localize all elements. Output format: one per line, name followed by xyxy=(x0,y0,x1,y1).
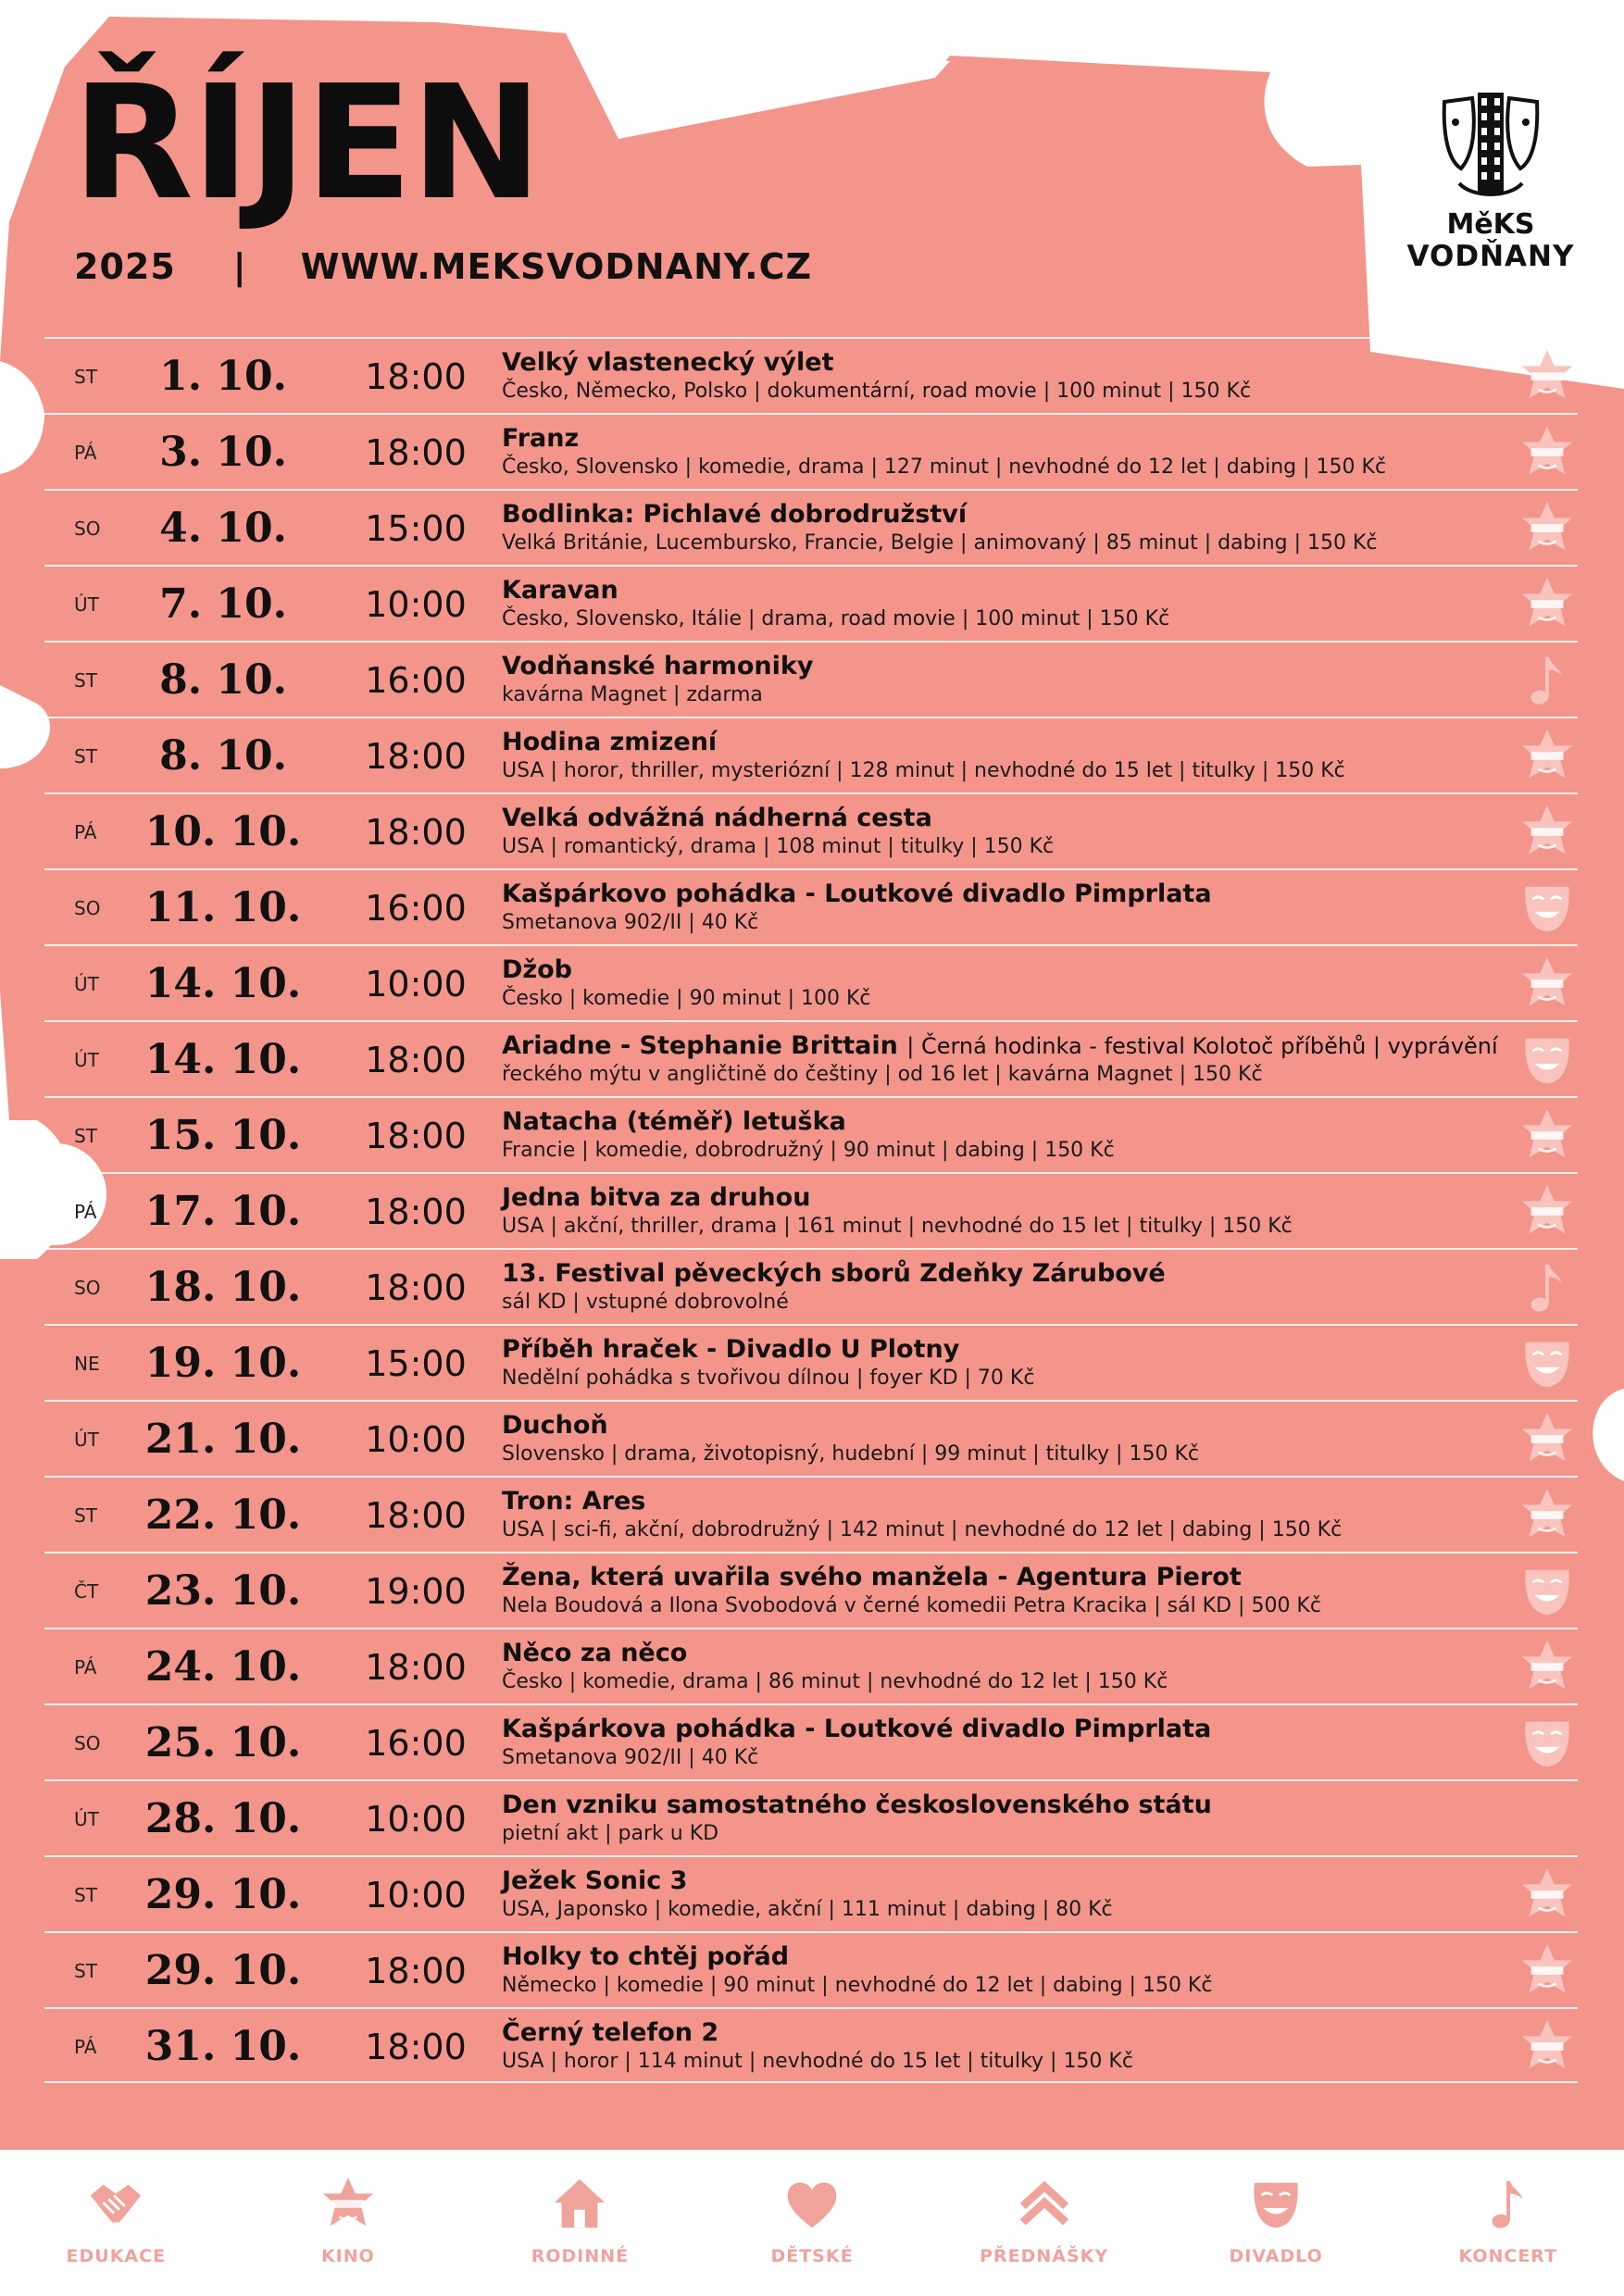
event-detail: sál KD | vstupné dobrovolné xyxy=(502,1291,789,1314)
event-detail: Česko, Slovensko | komedie, drama | 127 minut | nevhodné do 12 let | dabing | 150 Kč xyxy=(502,455,1387,479)
legend-label: EDUKACE xyxy=(66,2246,167,2266)
legend-label: RODINNÉ xyxy=(531,2246,630,2266)
subtitle-line xyxy=(74,246,812,287)
event-row xyxy=(44,1931,1578,2007)
event-title[interactable] xyxy=(502,955,1520,985)
event-date: 10. 10. xyxy=(144,808,302,855)
event-day: ST xyxy=(74,745,97,767)
event-info xyxy=(502,652,1520,709)
event-day: ÚT xyxy=(74,593,99,616)
event-time: 18:00 xyxy=(365,812,467,853)
event-date: 23. 10. xyxy=(144,1567,302,1615)
event-title-text: Vodňanské harmoniky xyxy=(502,652,814,680)
event-row xyxy=(44,792,1578,868)
event-date: 19. 10. xyxy=(144,1340,302,1387)
kino-icon xyxy=(232,2176,465,2233)
page-title: ŘÍJEN xyxy=(72,52,541,235)
event-title[interactable] xyxy=(502,1639,1520,1668)
event-info xyxy=(502,500,1520,557)
event-date: 31. 10. xyxy=(144,2023,302,2070)
event-title[interactable] xyxy=(502,880,1520,909)
legend-label: PŘEDNÁŠKY xyxy=(980,2246,1109,2266)
event-info xyxy=(502,1183,1520,1241)
music-note-icon xyxy=(1518,652,1578,709)
event-day: SO xyxy=(74,897,101,919)
event-time: 15:00 xyxy=(365,508,467,549)
divider: | xyxy=(232,246,247,287)
event-info xyxy=(502,576,1520,633)
event-day: ST xyxy=(74,669,97,692)
event-time: 18:00 xyxy=(365,356,467,397)
event-info xyxy=(502,1259,1520,1316)
legend-label: KONCERT xyxy=(1458,2246,1558,2266)
event-time: 19:00 xyxy=(365,1571,467,1612)
event-date: 11. 10. xyxy=(144,884,302,931)
event-detail: Česko, Slovensko, Itálie | drama, road movie | 100 minut | 150 Kč xyxy=(502,607,1170,630)
event-date: 8. 10. xyxy=(159,656,287,704)
event-detail: USA | horor, thriller, mysteriózní | 128 minut | nevhodné do 15 let | titulky | 150 Kč xyxy=(502,759,1345,782)
event-date: 17. 10. xyxy=(144,1188,302,1235)
event-title[interactable] xyxy=(502,500,1520,530)
event-info xyxy=(502,1791,1520,1848)
music-note-icon xyxy=(1392,2176,1624,2233)
event-info xyxy=(502,880,1520,937)
event-time: 15:00 xyxy=(365,1343,467,1384)
event-row xyxy=(44,489,1578,565)
event-title-text: Něco za něco xyxy=(502,1639,688,1667)
event-title-text: Ježek Sonic 3 xyxy=(502,1866,688,1895)
event-title[interactable] xyxy=(502,1183,1520,1213)
event-date: 7. 10. xyxy=(159,580,287,628)
event-title[interactable] xyxy=(502,1563,1520,1592)
event-info xyxy=(502,1487,1520,1544)
event-info xyxy=(502,1563,1520,1620)
event-row xyxy=(44,1248,1578,1324)
event-date: 29. 10. xyxy=(144,1871,302,1918)
event-day: ST xyxy=(74,366,97,388)
theatre-masks-logo-icon xyxy=(1435,89,1546,200)
event-day: ČT xyxy=(74,1580,99,1603)
kino-icon xyxy=(1518,576,1578,633)
event-day: SO xyxy=(74,1277,101,1299)
event-row xyxy=(44,1628,1578,1703)
event-title[interactable] xyxy=(502,1942,1520,1972)
event-title[interactable] xyxy=(502,348,1520,378)
event-row xyxy=(44,1172,1578,1248)
event-time: 16:00 xyxy=(365,660,467,701)
event-date: 8. 10. xyxy=(159,732,287,780)
event-time: 18:00 xyxy=(365,1951,467,1991)
event-title-text: Kašpárkova pohádka - Loutkové divadlo Pimprlata xyxy=(502,1715,1212,1743)
event-title-text: Velká odvážná nádherná cesta xyxy=(502,804,932,832)
event-time: 18:00 xyxy=(365,1040,467,1080)
event-time: 10:00 xyxy=(365,1799,467,1840)
theatre-mask-icon xyxy=(1518,1715,1578,1772)
event-detail: Smetanova 902/II | 40 Kč xyxy=(502,911,759,934)
event-title[interactable] xyxy=(502,1259,1520,1289)
event-info xyxy=(502,804,1520,861)
event-time: 16:00 xyxy=(365,1723,467,1764)
event-detail: USA | sci-fi, akční, dobrodružný | 142 minut | nevhodné do 12 let | dabing | 150 Kč xyxy=(502,1518,1343,1541)
event-info xyxy=(502,1715,1520,1772)
event-detail: Česko, Německo, Polsko | dokumentární, road movie | 100 minut | 150 Kč xyxy=(502,380,1252,403)
event-date: 22. 10. xyxy=(144,1491,302,1539)
event-title[interactable] xyxy=(502,576,1520,605)
event-date: 21. 10. xyxy=(144,1416,302,1463)
event-detail: řeckého mýtu v angličtině do češtiny | od 16 let | kavárna Magnet | 150 Kč xyxy=(502,1063,1263,1086)
event-day: ST xyxy=(74,1504,97,1527)
event-row xyxy=(44,1703,1578,1779)
event-date: 3. 10. xyxy=(159,429,287,476)
event-title[interactable] xyxy=(502,804,1520,833)
event-info xyxy=(502,348,1520,406)
event-date: 14. 10. xyxy=(144,1036,302,1083)
event-date: 29. 10. xyxy=(144,1947,302,1994)
event-title[interactable] xyxy=(502,728,1520,757)
event-day: ÚT xyxy=(74,1808,99,1830)
event-info xyxy=(502,1335,1520,1392)
event-title-text: Žena, která uvařila svého manžela - Agentura Pierot xyxy=(502,1563,1242,1591)
event-date: 1. 10. xyxy=(159,353,287,400)
event-row xyxy=(44,944,1578,1020)
event-row xyxy=(44,641,1578,717)
year: 2025 xyxy=(74,246,176,287)
kino-icon xyxy=(1518,804,1578,861)
event-time: 18:00 xyxy=(365,2027,467,2067)
event-time: 18:00 xyxy=(365,1192,467,1232)
event-title-text: Natacha (téměř) letuška xyxy=(502,1107,846,1136)
event-title-text: Hodina zmizení xyxy=(502,728,718,756)
event-row xyxy=(44,565,1578,641)
event-detail: Nela Boudová a Ilona Svobodová v černé komedii Petra Kracika | sál KD | 500 Kč xyxy=(502,1594,1321,1617)
event-day: PÁ xyxy=(74,1201,97,1223)
kino-icon xyxy=(1518,500,1578,557)
event-time: 10:00 xyxy=(365,1419,467,1460)
theatre-mask-icon xyxy=(1518,880,1578,937)
event-title-text: Karavan xyxy=(502,576,618,605)
event-title-text: Jedna bitva za druhou xyxy=(502,1183,811,1212)
kino-icon xyxy=(1518,1866,1578,1924)
event-title-text: Džob xyxy=(502,955,573,984)
theatre-mask-icon xyxy=(1518,1563,1578,1620)
event-info xyxy=(502,1031,1520,1089)
kino-icon xyxy=(1518,1487,1578,1544)
kino-icon xyxy=(1518,2018,1578,2076)
kino-icon xyxy=(1518,1183,1578,1241)
kino-icon xyxy=(1518,1639,1578,1696)
logo-name: MěKS xyxy=(1446,208,1535,241)
event-title-text: Velký vlastenecký výlet xyxy=(502,348,834,377)
double-chevron-up-icon xyxy=(928,2176,1160,2233)
event-date: 24. 10. xyxy=(144,1643,302,1691)
kino-icon xyxy=(1518,1411,1578,1468)
event-title-text: Franz xyxy=(502,424,580,453)
event-title-text: Den vzniku samostatného československého státu xyxy=(502,1791,1212,1819)
event-row xyxy=(44,868,1578,944)
meks-logo xyxy=(1389,89,1593,272)
legend-label: KINO xyxy=(320,2246,375,2266)
theatre-mask-icon xyxy=(1518,1335,1578,1392)
event-row xyxy=(44,413,1578,489)
music-note-icon xyxy=(1518,1259,1578,1316)
event-day: ÚT xyxy=(74,973,99,995)
event-title-text: Bodlinka: Pichlavé dobrodružství xyxy=(502,500,968,529)
event-info xyxy=(502,1942,1520,2000)
kino-icon xyxy=(1518,424,1578,481)
event-day: ST xyxy=(74,1884,97,1906)
event-time: 10:00 xyxy=(365,1875,467,1915)
heart-icon xyxy=(696,2176,929,2233)
event-row xyxy=(44,2007,1578,2083)
event-title-text: Černý telefon 2 xyxy=(502,2018,719,2047)
event-info xyxy=(502,1107,1520,1165)
event-row xyxy=(44,717,1578,792)
legend-item[interactable] xyxy=(464,2146,696,2296)
event-day: ÚT xyxy=(74,1049,99,1071)
event-date: 4. 10. xyxy=(159,505,287,552)
legend-label: DIVADLO xyxy=(1229,2246,1323,2266)
event-day: SO xyxy=(74,518,101,540)
event-row xyxy=(44,1476,1578,1552)
kino-icon xyxy=(1518,955,1578,1013)
event-title-text: Tron: Ares xyxy=(502,1487,646,1516)
kino-icon xyxy=(1518,348,1578,406)
event-day: PÁ xyxy=(74,442,97,464)
event-day: NE xyxy=(74,1353,100,1375)
event-title[interactable] xyxy=(502,424,1520,454)
event-info xyxy=(502,1411,1520,1468)
logo-city: VODŇANY xyxy=(1406,240,1575,273)
legend-label: DĚTSKÉ xyxy=(770,2246,854,2266)
kino-icon xyxy=(1518,728,1578,785)
legend-item[interactable] xyxy=(696,2146,929,2296)
event-info xyxy=(502,424,1520,481)
event-time: 16:00 xyxy=(365,888,467,929)
event-detail: USA | horor | 114 minut | nevhodné do 15 let | titulky | 150 Kč xyxy=(502,2050,1133,2073)
event-title[interactable] xyxy=(502,2018,1520,2048)
event-time: 18:00 xyxy=(365,736,467,777)
event-row xyxy=(44,1855,1578,1931)
event-date: 14. 10. xyxy=(144,960,302,1007)
event-title-text: Holky to chtěj pořád xyxy=(502,1942,790,1971)
event-row xyxy=(44,337,1578,413)
event-detail: kavárna Magnet | zdarma xyxy=(502,683,763,706)
event-row xyxy=(44,1552,1578,1628)
event-list xyxy=(44,337,1578,2083)
handshake-icon xyxy=(0,2176,232,2233)
legend-item[interactable] xyxy=(1160,2146,1393,2296)
event-title[interactable] xyxy=(502,1715,1520,1744)
website-link[interactable]: WWW.MEKSVODNANY.CZ xyxy=(300,246,813,287)
event-detail: Německo | komedie | 90 minut | nevhodné do 12 let | dabing | 150 Kč xyxy=(502,1974,1213,1997)
event-title[interactable] xyxy=(502,1107,1520,1137)
event-title[interactable] xyxy=(502,1031,1520,1061)
theatre-mask-icon xyxy=(1518,1031,1578,1089)
event-detail: USA, Japonsko | komedie, akční | 111 minut | dabing | 80 Kč xyxy=(502,1898,1113,1921)
event-time: 18:00 xyxy=(365,432,467,473)
event-detail: Slovensko | drama, životopisný, hudební | 99 minut | titulky | 150 Kč xyxy=(502,1442,1199,1466)
event-time: 10:00 xyxy=(365,584,467,625)
event-date: 15. 10. xyxy=(144,1112,302,1159)
event-day: PÁ xyxy=(74,2036,97,2058)
event-row xyxy=(44,1324,1578,1400)
event-title[interactable] xyxy=(502,1791,1520,1820)
event-detail: pietní akt | park u KD xyxy=(502,1822,719,1845)
event-title[interactable] xyxy=(502,1487,1520,1516)
kino-icon xyxy=(1518,1942,1578,2000)
legend-item[interactable] xyxy=(928,2146,1160,2296)
event-date: 28. 10. xyxy=(144,1795,302,1842)
legend-item[interactable] xyxy=(1392,2146,1624,2296)
event-info xyxy=(502,2018,1520,2076)
event-detail: Česko | komedie | 90 minut | 100 Kč xyxy=(502,987,871,1010)
event-time: 18:00 xyxy=(365,1116,467,1156)
event-detail-inline: | Černá hodinka - festival Kolotoč příběhů | vyprávění xyxy=(906,1033,1498,1059)
event-info xyxy=(502,1866,1520,1924)
event-title[interactable] xyxy=(502,1335,1520,1365)
event-detail: USA | romantický, drama | 108 minut | titulky | 150 Kč xyxy=(502,835,1055,858)
event-detail: Česko | komedie, drama | 86 minut | nevhodné do 12 let | 150 Kč xyxy=(502,1670,1168,1693)
event-detail: USA | akční, thriller, drama | 161 minut | nevhodné do 15 let | titulky | 150 Kč xyxy=(502,1215,1293,1238)
event-title[interactable] xyxy=(502,1411,1520,1441)
event-time: 18:00 xyxy=(365,1267,467,1308)
event-title-text: Kašpárkovo pohádka - Loutkové divadlo Pimprlata xyxy=(502,880,1212,908)
event-row xyxy=(44,1779,1578,1855)
event-detail: Francie | komedie, dobrodružný | 90 minut | dabing | 150 Kč xyxy=(502,1139,1115,1162)
event-info xyxy=(502,955,1520,1013)
event-day: ÚT xyxy=(74,1429,99,1451)
event-detail: Nedělní pohádka s tvořivou dílnou | foyer KD | 70 Kč xyxy=(502,1366,1035,1390)
event-row xyxy=(44,1400,1578,1476)
event-title-text: Příběh hraček - Divadlo U Plotny xyxy=(502,1335,960,1364)
event-time: 18:00 xyxy=(365,1647,467,1688)
event-title-text: Ariadne - Stephanie Brittain xyxy=(502,1031,898,1060)
kino-icon xyxy=(1518,1107,1578,1165)
theatre-mask-icon xyxy=(1160,2176,1393,2233)
event-date: 25. 10. xyxy=(144,1719,302,1766)
event-row xyxy=(44,1096,1578,1172)
event-info xyxy=(502,1639,1520,1696)
category-legend xyxy=(0,2146,1624,2296)
event-title-text: Duchoň xyxy=(502,1411,608,1440)
event-title[interactable] xyxy=(502,652,1520,681)
event-detail: Smetanova 902/II | 40 Kč xyxy=(502,1746,759,1769)
event-info xyxy=(502,728,1520,785)
event-time: 10:00 xyxy=(365,964,467,1004)
event-detail: Velká Británie, Lucembursko, Francie, Belgie | animovaný | 85 minut | dabing | 150 Kč xyxy=(502,531,1378,555)
event-day: PÁ xyxy=(74,1656,97,1678)
legend-item[interactable] xyxy=(0,2146,232,2296)
event-day: SO xyxy=(74,1732,101,1754)
event-day: ST xyxy=(74,1960,97,1982)
house-icon xyxy=(464,2176,696,2233)
event-title[interactable] xyxy=(502,1866,1520,1896)
event-time: 18:00 xyxy=(365,1495,467,1536)
event-day: ST xyxy=(74,1125,97,1147)
event-day: PÁ xyxy=(74,821,97,843)
event-date: 18. 10. xyxy=(144,1264,302,1311)
event-title-text: 13. Festival pěveckých sborů Zdeňky Zárubové xyxy=(502,1259,1166,1288)
event-row xyxy=(44,1020,1578,1096)
legend-item[interactable] xyxy=(232,2146,465,2296)
